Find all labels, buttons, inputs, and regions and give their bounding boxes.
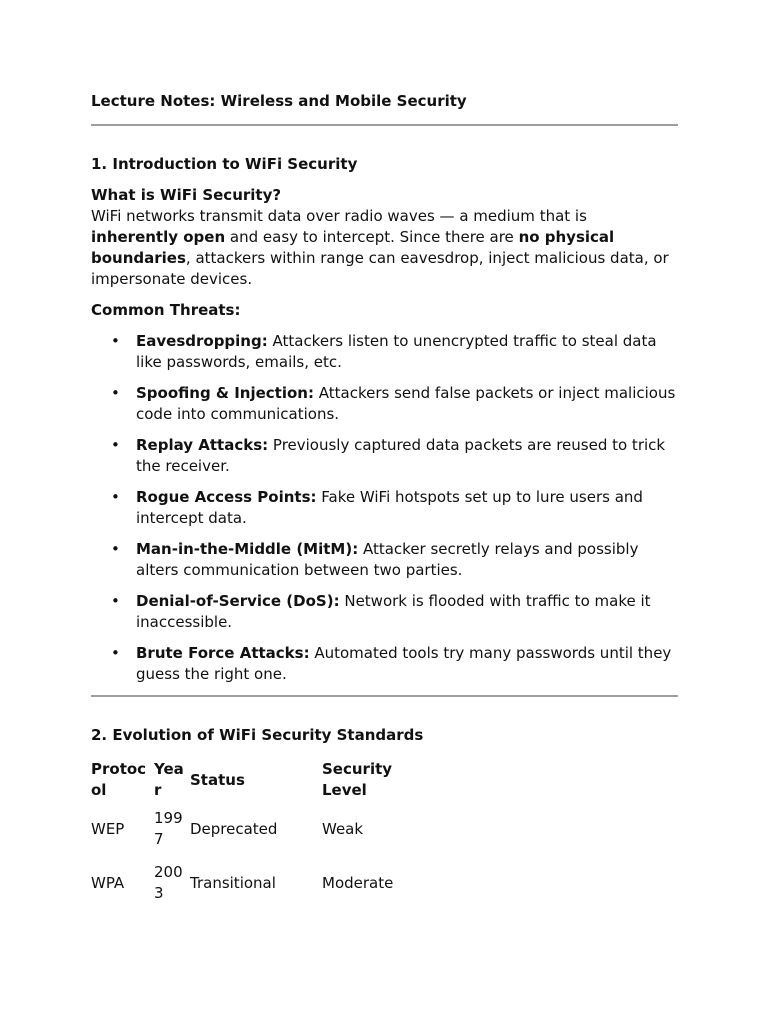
section-introduction [91,154,678,695]
list-item [91,643,678,685]
divider [91,695,678,697]
list-item [91,435,678,477]
intro-text-2: and easy to intercept. Since there are [225,228,519,246]
cell-year: 200 3 [154,863,183,902]
threat-description: Network is flooded with traffic to make it inaccessible. [136,592,651,631]
cell-protocol: WPA [91,873,125,892]
list-item [91,539,678,581]
cell-security-level: Weak [322,819,364,838]
cell-protocol: WEP [91,819,125,838]
threat-description: Automated tools try many passwords until they guess the right one. [136,644,672,683]
divider [91,124,678,126]
list-item [91,383,678,425]
bullet-icon: • [111,644,120,662]
threat-term: Rogue Access Points: [136,488,317,506]
intro-text-3: , attackers within range can eavesdrop, inject malicious data, or impersonate devices. [91,249,669,288]
bullet-icon: • [111,488,120,506]
threat-term: Brute Force Attacks: [136,644,310,662]
threat-description: Attacker secretly relays and possibly alters communication between two parties. [136,540,639,579]
intro-paragraph [91,206,678,290]
bullet-icon: • [111,332,120,350]
bullet-icon: • [111,384,120,402]
section-heading: 2. Evolution of WiFi Security Standards [91,726,424,744]
list-item [91,591,678,633]
intro-bold-2: no physical boundaries [91,228,615,267]
table-row [91,802,412,856]
column-header-protocol: Protoc ol [91,760,147,799]
cell-security-level: Moderate [322,873,394,892]
bullet-icon: • [111,592,120,610]
column-header-security-level: Security Level [322,760,393,799]
threat-term: Spoofing & Injection: [136,384,314,402]
table-header-row [91,758,412,802]
list-item [91,487,678,529]
subheading-common-threats: Common Threats: [91,301,241,319]
bullet-icon: • [111,436,120,454]
threat-term: Denial-of-Service (DoS): [136,592,340,610]
threat-description: Previously captured data packets are reused to trick the receiver. [136,436,666,475]
document-title: Lecture Notes: Wireless and Mobile Security [91,92,467,110]
standards-table [91,758,412,910]
cell-year: 199 7 [154,809,183,848]
section-heading: 1. Introduction to WiFi Security [91,155,358,173]
threat-description: Attackers send false packets or inject malicious code into communications. [136,384,676,423]
bullet-icon: • [111,540,120,558]
threat-description: Fake WiFi hotspots set up to lure users and intercept data. [136,488,643,527]
cell-status: Transitional [190,873,276,892]
intro-bold-1: inherently open [91,228,226,246]
list-item [91,331,678,373]
column-header-year: Yea r [154,760,184,799]
intro-text-1: WiFi networks transmit data over radio waves — a medium that is [91,207,587,225]
column-header-status: Status [190,770,245,789]
cell-status: Deprecated [190,819,278,838]
table-row [91,856,412,910]
threat-description: Attackers listen to unencrypted traffic to steal data like passwords, emails, etc. [136,332,657,371]
section-evolution [91,725,678,910]
threat-list [91,331,678,685]
subheading-what-is: What is WiFi Security? [91,186,282,204]
threat-term: Eavesdropping: [136,332,268,350]
threat-term: Man-in-the-Middle (MitM): [136,540,359,558]
threat-term: Replay Attacks: [136,436,269,454]
